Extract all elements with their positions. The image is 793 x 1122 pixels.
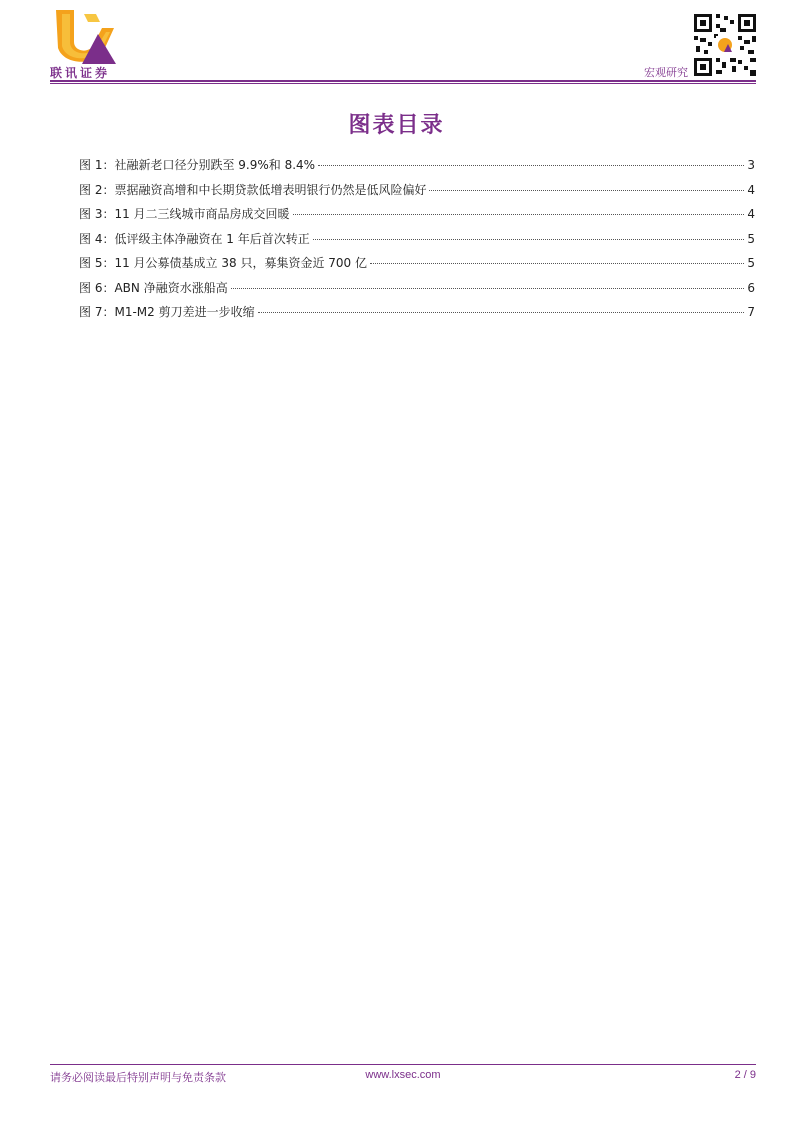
toc-title: 图表目录 xyxy=(348,113,445,138)
logo-icon xyxy=(54,8,118,64)
toc-entry-title: M1-M2 剪刀差进一步收缩 xyxy=(114,305,255,319)
toc-entry-separator: ： xyxy=(102,207,115,221)
toc-entry[interactable] xyxy=(79,254,755,279)
toc-leader-dots xyxy=(429,190,744,191)
website-link[interactable]: www.lxsec.com xyxy=(365,1069,441,1081)
toc-entry-title: 社融新老口径分别跌至 9.9%和 8.4% xyxy=(114,158,316,172)
toc-leader-dots xyxy=(313,239,745,240)
toc-entry-title: 低评级主体净融资在 1 年后首次转正 xyxy=(114,231,310,246)
toc-entry-separator: ： xyxy=(102,256,115,270)
toc-entry[interactable] xyxy=(79,181,755,206)
toc-entry-separator: ： xyxy=(102,305,115,319)
toc-entry-title: 11 月二三线城市商品房成交回暖 xyxy=(114,207,290,221)
toc-entry[interactable] xyxy=(79,303,755,328)
section-label: 宏观研究 xyxy=(644,66,688,79)
toc-entry-page: 7 xyxy=(747,305,755,319)
toc-entry-page: 3 xyxy=(747,158,755,172)
toc-entry[interactable] xyxy=(79,230,755,255)
qr-code-icon xyxy=(694,14,756,76)
toc-entry-title: 11 月公募债基成立 38 只，募集资金近 700 亿 xyxy=(114,256,367,270)
disclaimer-text: 请务必阅读最后特别声明与免责条款 xyxy=(50,1071,226,1084)
toc-entry-title: ABN 净融资水涨船高 xyxy=(114,280,228,295)
footer-divider xyxy=(50,1064,756,1065)
toc-entry-page: 4 xyxy=(747,207,755,221)
toc-entry-label: 图 2 xyxy=(79,182,103,197)
company-name: 联讯证券 xyxy=(50,66,111,80)
page-header xyxy=(0,0,793,90)
toc-leader-dots xyxy=(231,288,745,289)
toc-entry-title: 票据融资高增和中长期贷款低增表明银行仍然是低风险偏好 xyxy=(114,182,427,197)
toc-entry-page: 4 xyxy=(747,182,755,197)
toc-entry-page: 6 xyxy=(747,280,755,295)
header-divider xyxy=(50,80,756,82)
figure-toc-list xyxy=(79,156,755,328)
toc-entry-page: 5 xyxy=(747,256,755,270)
toc-entry-separator: ： xyxy=(102,158,115,172)
toc-entry-separator: ： xyxy=(102,182,115,197)
toc-leader-dots xyxy=(370,263,744,264)
toc-entry-page: 5 xyxy=(747,231,755,246)
page-footer xyxy=(50,1069,756,1085)
toc-leader-dots xyxy=(258,312,745,313)
page-number: 2 / 9 xyxy=(734,1069,756,1081)
header-divider-thin xyxy=(50,83,756,84)
toc-leader-dots xyxy=(293,214,745,215)
toc-entry-label: 图 7 xyxy=(79,305,103,319)
toc-entry-label: 图 1 xyxy=(79,158,103,172)
toc-entry-separator: ： xyxy=(102,280,115,295)
toc-entry-separator: ： xyxy=(102,231,115,246)
toc-entry[interactable] xyxy=(79,279,755,304)
toc-entry-label: 图 6 xyxy=(79,280,103,295)
company-logo xyxy=(50,8,132,82)
toc-entry-label: 图 3 xyxy=(79,207,103,221)
toc-entry[interactable] xyxy=(79,205,755,230)
toc-entry[interactable] xyxy=(79,156,755,181)
toc-leader-dots xyxy=(318,165,744,166)
toc-entry-label: 图 4 xyxy=(79,231,103,246)
toc-entry-label: 图 5 xyxy=(79,256,103,270)
